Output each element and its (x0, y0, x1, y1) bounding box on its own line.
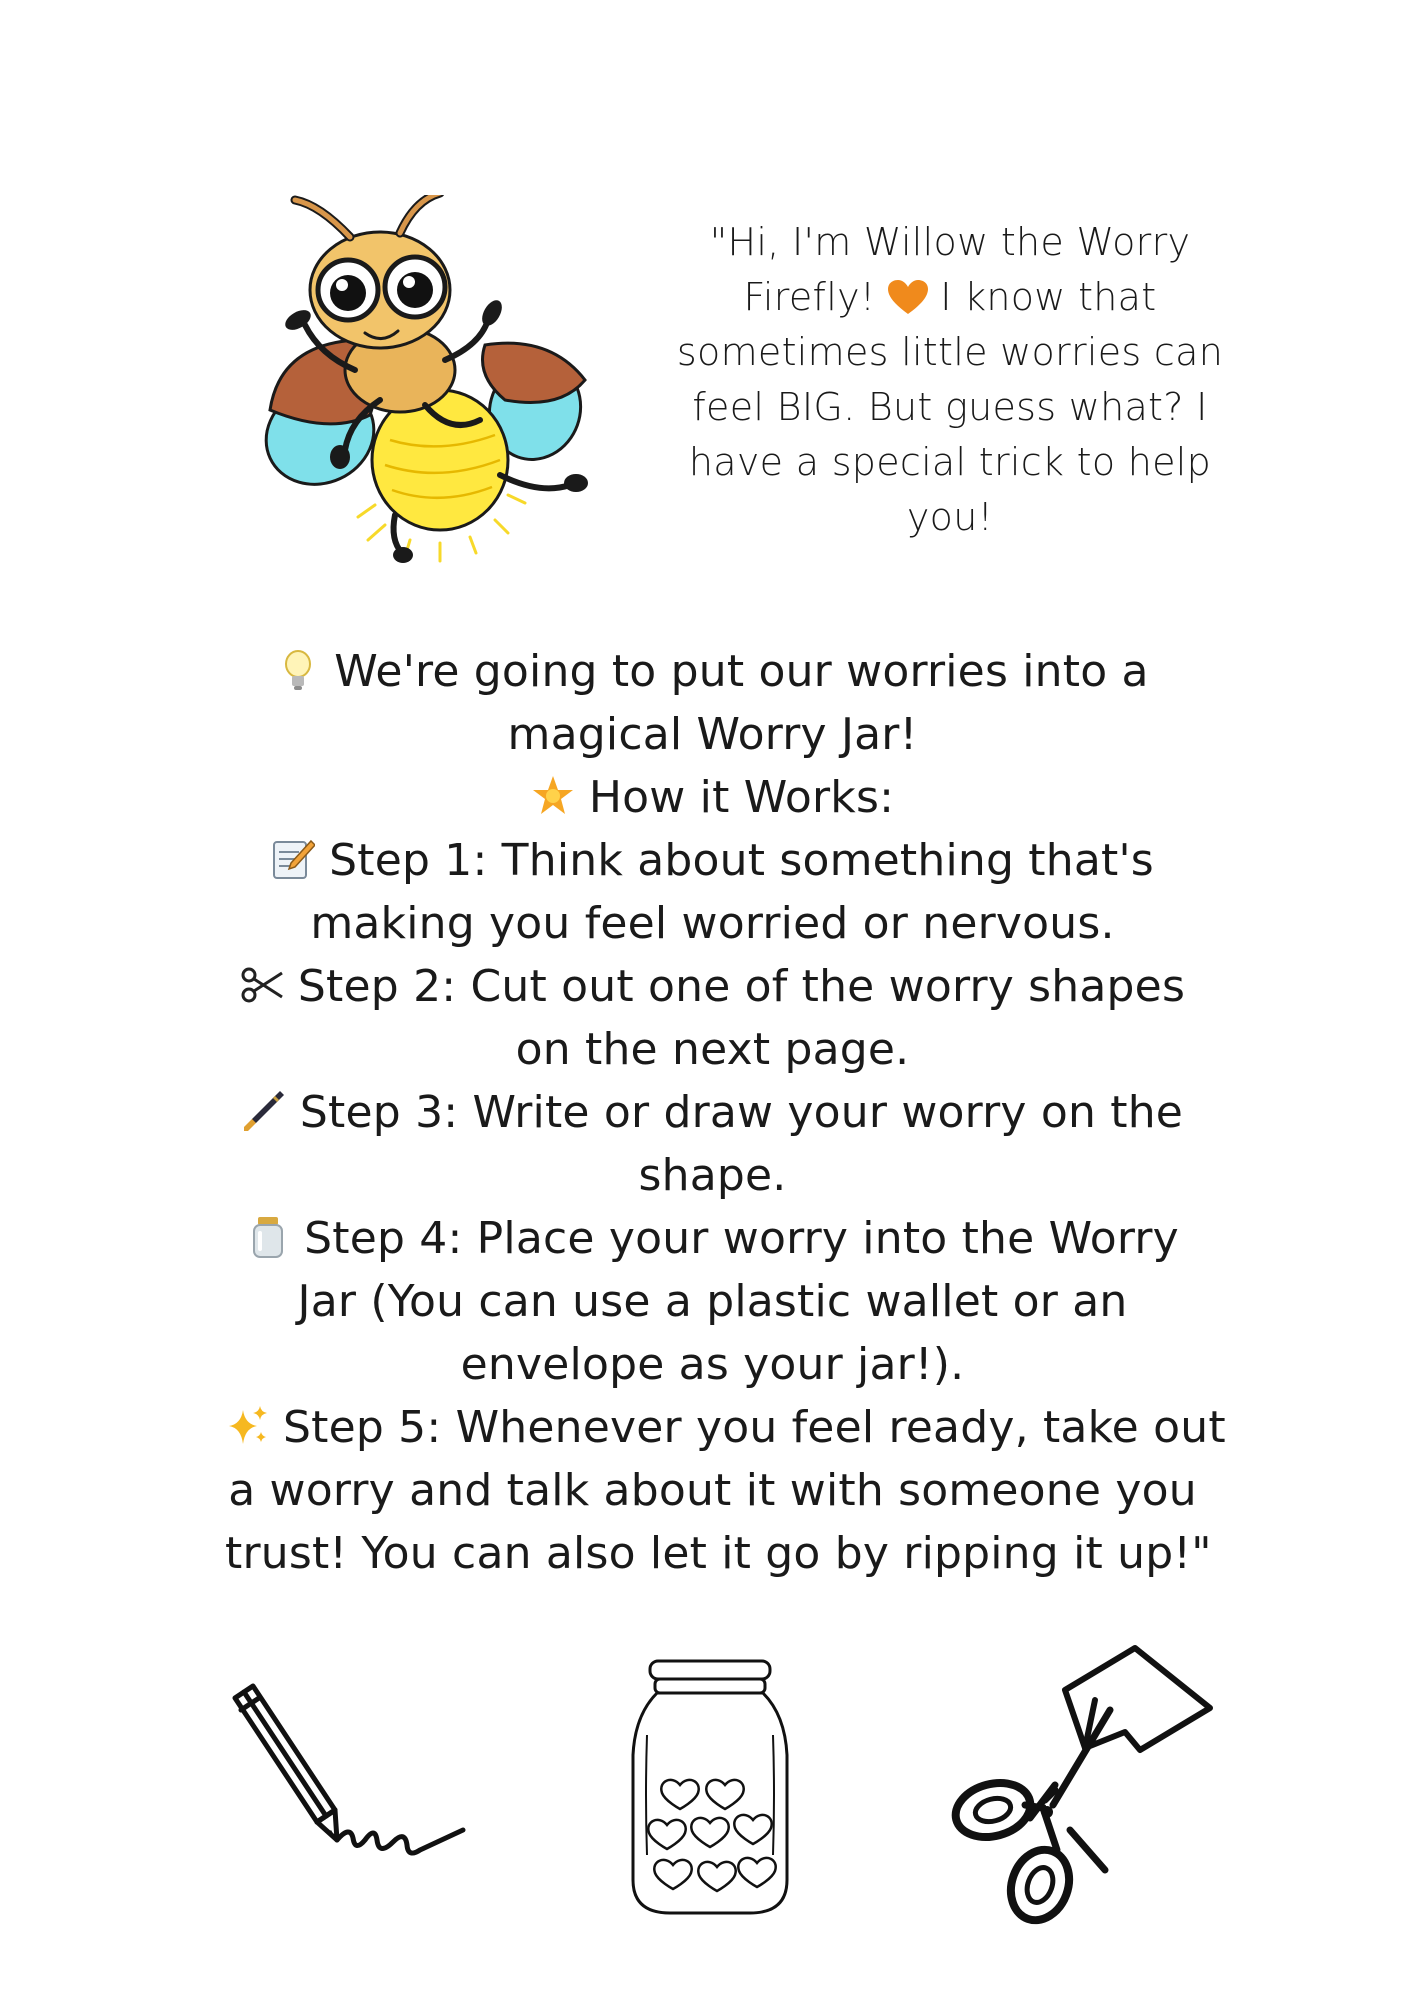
instruction-line (225, 1207, 1200, 1270)
instruction-line (225, 1396, 1226, 1459)
instruction-line (225, 829, 1200, 892)
jar-icon (246, 1215, 290, 1259)
instructions (225, 640, 1226, 1585)
instruction-line: shape. (638, 1150, 787, 1201)
intro-line: have a special trick to help (688, 440, 1212, 484)
instruction-line: making you feel worried or nervous. (310, 898, 1115, 949)
instruction-line: trust! You can also let it go by ripping it up!" (225, 1528, 1212, 1579)
instruction-line (225, 955, 1200, 1018)
intro-text: I know that (940, 275, 1157, 319)
lightbulb-icon (276, 648, 320, 692)
instruction-text: We're going to put our worries into a (334, 646, 1149, 697)
instruction-line: magical Worry Jar! (507, 709, 918, 760)
star-icon (531, 774, 575, 818)
heart-icon (888, 280, 928, 316)
instruction-text: Step 4: Place your worry into the Worry (304, 1213, 1179, 1264)
intro-line: "Hi, I'm Willow the Worry (709, 220, 1191, 264)
instruction-line: a worry and talk about it with someone you (228, 1465, 1197, 1516)
instruction-line: on the next page. (515, 1024, 910, 1075)
instruction-line (225, 1081, 1200, 1144)
instruction-text: Step 5: Whenever you feel ready, take out (283, 1402, 1226, 1453)
instruction-line: envelope as your jar!). (460, 1339, 965, 1390)
sparkles-icon (225, 1404, 269, 1448)
instruction-text: Step 2: Cut out one of the worry shapes (297, 961, 1186, 1012)
pen-icon (242, 1089, 286, 1133)
scissors-illustration (935, 1640, 1220, 1930)
intro-line: sometimes little worries can (676, 330, 1224, 374)
intro-speech (670, 215, 1230, 545)
instruction-text: Step 1: Think about something that's (329, 835, 1154, 886)
worry-jar-illustration (625, 1655, 795, 1920)
intro-text: Firefly! (743, 275, 876, 319)
instruction-text: Step 3: Write or draw your worry on the (299, 1087, 1184, 1138)
memo-icon (271, 837, 315, 881)
instruction-text: How it Works: (588, 772, 895, 823)
intro-line (670, 270, 1230, 325)
instruction-line (225, 640, 1200, 703)
instruction-line (225, 766, 1200, 829)
firefly-illustration (250, 195, 595, 565)
instruction-line: Jar (You can use a plastic wallet or an (297, 1276, 1128, 1327)
pencil-illustration (225, 1680, 475, 1880)
scissors-icon (240, 963, 284, 1007)
intro-line: feel BIG. But guess what? I (692, 385, 1208, 429)
intro-line: you! (906, 495, 994, 539)
